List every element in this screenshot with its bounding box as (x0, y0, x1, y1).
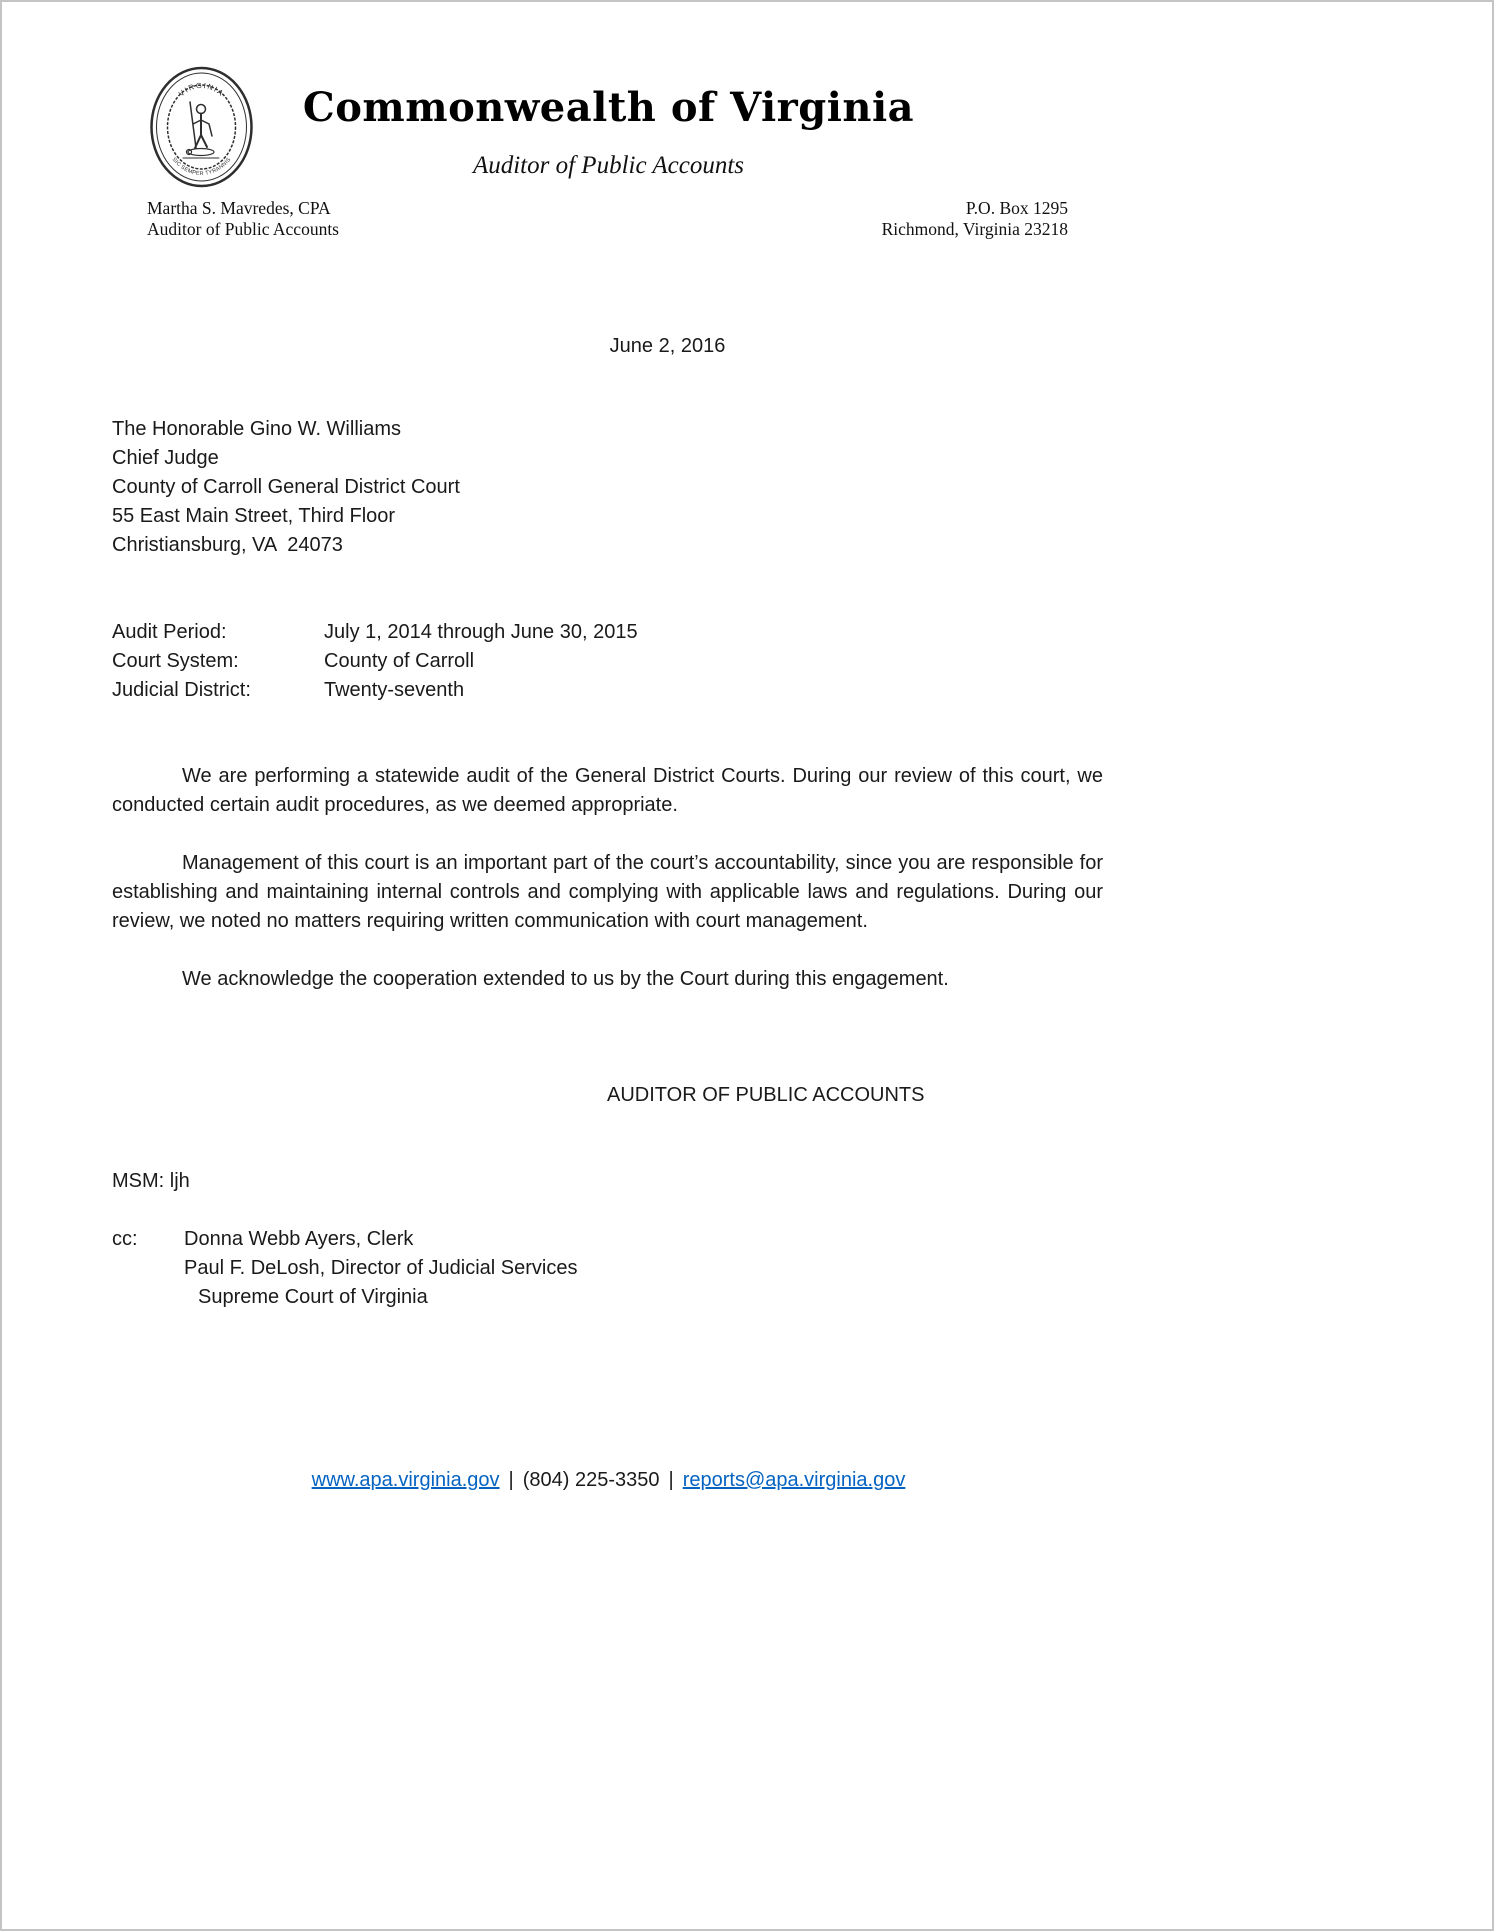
website-link[interactable]: www.apa.virginia.gov (311, 1469, 500, 1491)
court-system-value: County of Carroll (324, 650, 475, 672)
official-title: Auditor of Public Accounts (147, 219, 339, 239)
official-block (147, 198, 339, 240)
audit-details (112, 618, 1103, 705)
body-paragraph-2: Management of this court is an important part of the court’s accountability, since you are responsible for establishing and maintaining internal controls and complying with applicable laws and regulations. During our review, we noted no matters requiring written communication with court management. (112, 852, 1103, 932)
cc-line-director: Paul F. DeLosh, Director of Judicial Services (184, 1257, 578, 1279)
seal-top-text: VIRGINIA (176, 80, 227, 99)
footer (112, 1466, 1105, 1495)
recipient-title-line: Chief Judge (112, 447, 219, 469)
letterhead (2, 2, 1492, 252)
phone-number: (804) 225-3350 (522, 1469, 660, 1491)
court-system-row (112, 647, 1103, 676)
body-paragraph-3: We acknowledge the cooperation extended to us by the Court during this engagement. (182, 968, 949, 990)
body-paragraph-1: We are performing a statewide audit of the General District Courts. During our review of this court, we conducted certain audit procedures, as we deemed appropriate. (112, 765, 1103, 816)
footer-separator: | (668, 1469, 674, 1491)
typist-reference: MSM: ljh (112, 1170, 190, 1192)
cc-lines (184, 1225, 578, 1312)
audit-period-row (112, 618, 1103, 647)
org-name: Commonwealth of Virginia (302, 84, 915, 131)
audit-period-value: July 1, 2014 through June 30, 2015 (324, 621, 638, 643)
office-address-block (882, 198, 1068, 240)
recipient-city-line: Christiansburg, VA 24073 (112, 534, 343, 556)
audit-period-label: Audit Period: (112, 621, 227, 643)
paragraphs-block (112, 762, 1103, 1023)
recipient-court-line: County of Carroll General District Court (112, 476, 460, 498)
recipient-block (112, 415, 1103, 560)
official-name: Martha S. Mavredes, CPA (147, 198, 331, 218)
cc-label: cc: (112, 1228, 138, 1250)
letter-date: June 2, 2016 (609, 335, 726, 357)
judicial-district-value: Twenty-seventh (324, 679, 465, 701)
dept-name: Auditor of Public Accounts (472, 152, 745, 179)
recipient-street-line: 55 East Main Street, Third Floor (112, 505, 396, 527)
judicial-district-label: Judicial District: (112, 679, 251, 701)
cc-block (112, 1225, 1103, 1312)
email-link[interactable]: reports@apa.virginia.gov (682, 1469, 906, 1491)
cc-line-clerk: Donna Webb Ayers, Clerk (184, 1228, 414, 1250)
signature-org: AUDITOR OF PUBLIC ACCOUNTS (607, 1084, 925, 1106)
recipient-name-line: The Honorable Gino W. Williams (112, 418, 401, 440)
po-box-line: P.O. Box 1295 (965, 198, 1068, 218)
seal-bottom-text: SIC SEMPER TYRANNIS (170, 156, 233, 178)
cc-line-court: Supreme Court of Virginia (198, 1286, 428, 1308)
judicial-district-row (112, 676, 1103, 705)
court-system-label: Court System: (112, 650, 239, 672)
city-state-zip-line: Richmond, Virginia 23218 (881, 219, 1068, 239)
letter-body (2, 252, 1492, 1312)
footer-separator: | (508, 1469, 514, 1491)
